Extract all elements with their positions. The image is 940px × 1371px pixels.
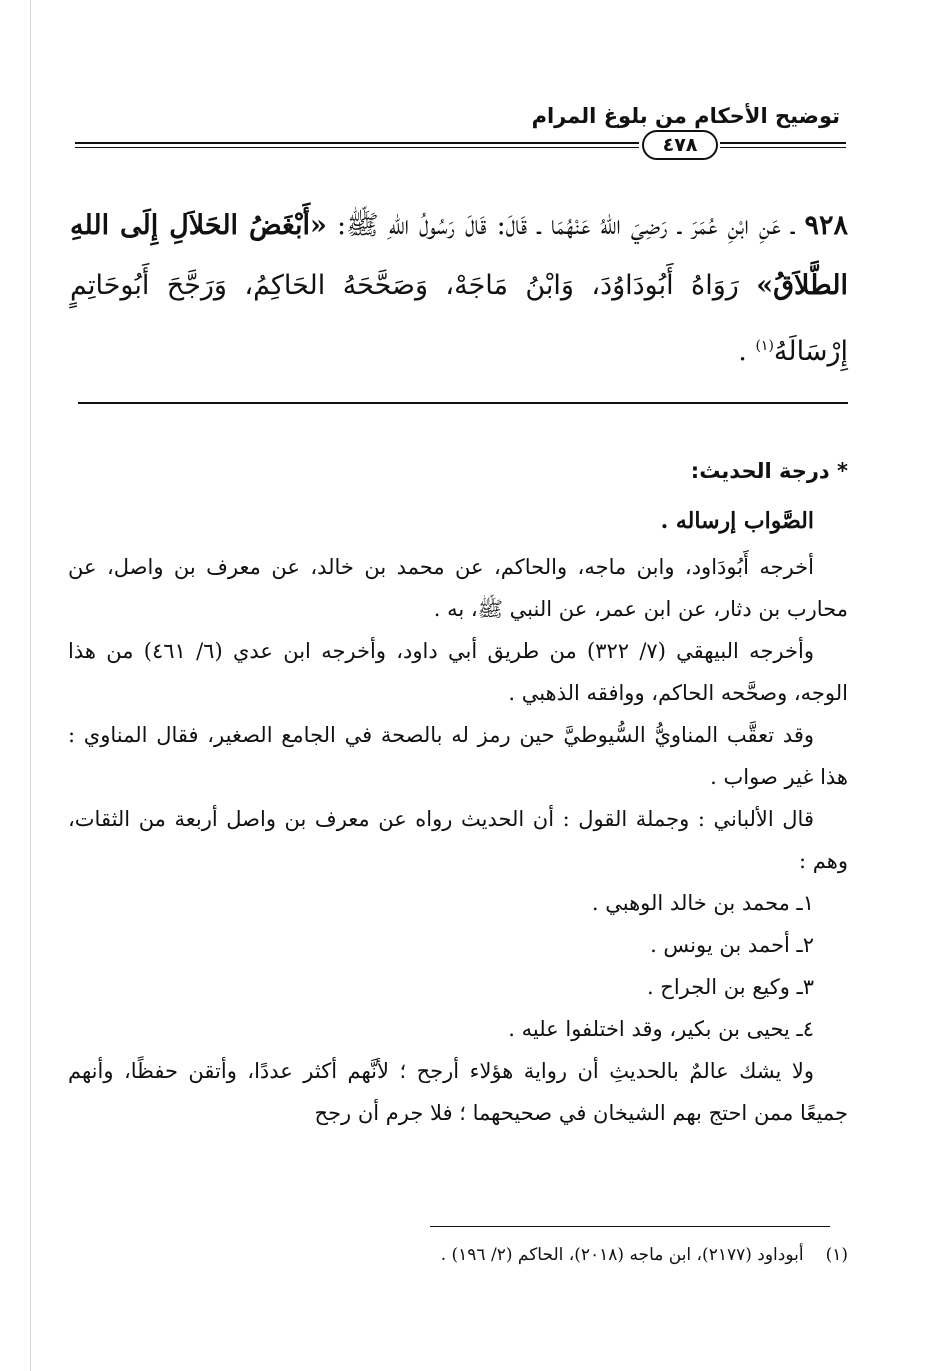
list-item: ٤ـ يحيى بن بكير، وقد اختلفوا عليه . [508, 1017, 814, 1041]
paragraph: وأخرجه البيهقي (٧/ ٣٢٢) من طريق أبي داود، وأخرجه ابن عدي (٦/ ٤٦١) من هذا الوجه، وصحَّحه الحاكم، ووافقه الذهبي . [68, 639, 848, 705]
commentary-section [68, 450, 848, 1134]
closing-paragraph: ولا يشك عالمٌ بالحديثِ أن رواية هؤلاء أرجح ؛ لأنَّهم أكثر عددًا، وأتقن حفظًا، وأنهم جميعًا ممن احتج بهم الشيخان في صحيحهما ؛ فلا جرم أن رجح [68, 1059, 848, 1125]
hadith-narration: رَوَاهُ أَبُودَاوُدَ، وَابْنُ مَاجَهْ، وَصَحَّحَهُ الحَاكِمُ، وَرَجَّحَ أَبُوحَاتِمٍ إِرْسَالَهُ [70, 270, 848, 367]
list-item: ١ـ محمد بن خالد الوهبي . [591, 891, 814, 915]
verdict-line: الصَّواب إرساله . [660, 508, 814, 534]
paragraph: قال الألباني : وجملة القول : أن الحديث رواه عن معرف بن واصل أربعة من الثقات، وهم : [68, 807, 848, 873]
header-rule-right [720, 142, 846, 144]
binding-edge-line [30, 0, 31, 1371]
list-item: ٣ـ وكيع بن الجراح . [646, 975, 814, 999]
footnote-mark: (١) [825, 1245, 848, 1265]
hadith-block [70, 196, 848, 382]
list-item: ٢ـ أحمد بن يونس . [650, 933, 814, 957]
paragraph: وقد تعقَّب المناويُّ السُّيوطيَّ حين رمز له بالصحة في الجامع الصغير، فقال المناوي : هذا غير صواب . [68, 723, 848, 789]
footnote-reference: (١) [755, 338, 774, 354]
footnote-rule [430, 1226, 830, 1227]
section-divider [78, 402, 848, 404]
footnote [441, 1240, 848, 1270]
page-number: ٤٧٨ [642, 130, 718, 160]
hadith-intro: ـ عَنِ ابْنِ عُمَرَ ـ رَضِيَ اللهُ عَنْهُمَا ـ قَالَ: قَالَ رَسُولُ اللهِ ﷺ: [326, 210, 795, 241]
hadith-end: . [738, 336, 756, 367]
section-heading: * درجة الحديث: [690, 459, 848, 483]
header-rule-left [75, 142, 639, 144]
paragraph: أخرجه أَبُودَاود، وابن ماجه، والحاكم، عن محمد بن خالد، عن معرف بن واصل، عن محارب بن دثار، عن ابن عمر، عن النبي ﷺ، به . [68, 555, 848, 621]
running-header-title: توضيح الأحكام من بلوغ المرام [531, 104, 840, 128]
footnote-text: أبوداود (٢١٧٧)، ابن ماجه (٢٠١٨)، الحاكم (٢/ ١٩٦) . [440, 1245, 804, 1265]
hadith-number: ٩٢٨ [804, 210, 848, 241]
hadith-quote: «أَبْغَضُ الحَلاَلِ إِلَى اللهِ الطَّلاَقُ» [70, 210, 848, 301]
